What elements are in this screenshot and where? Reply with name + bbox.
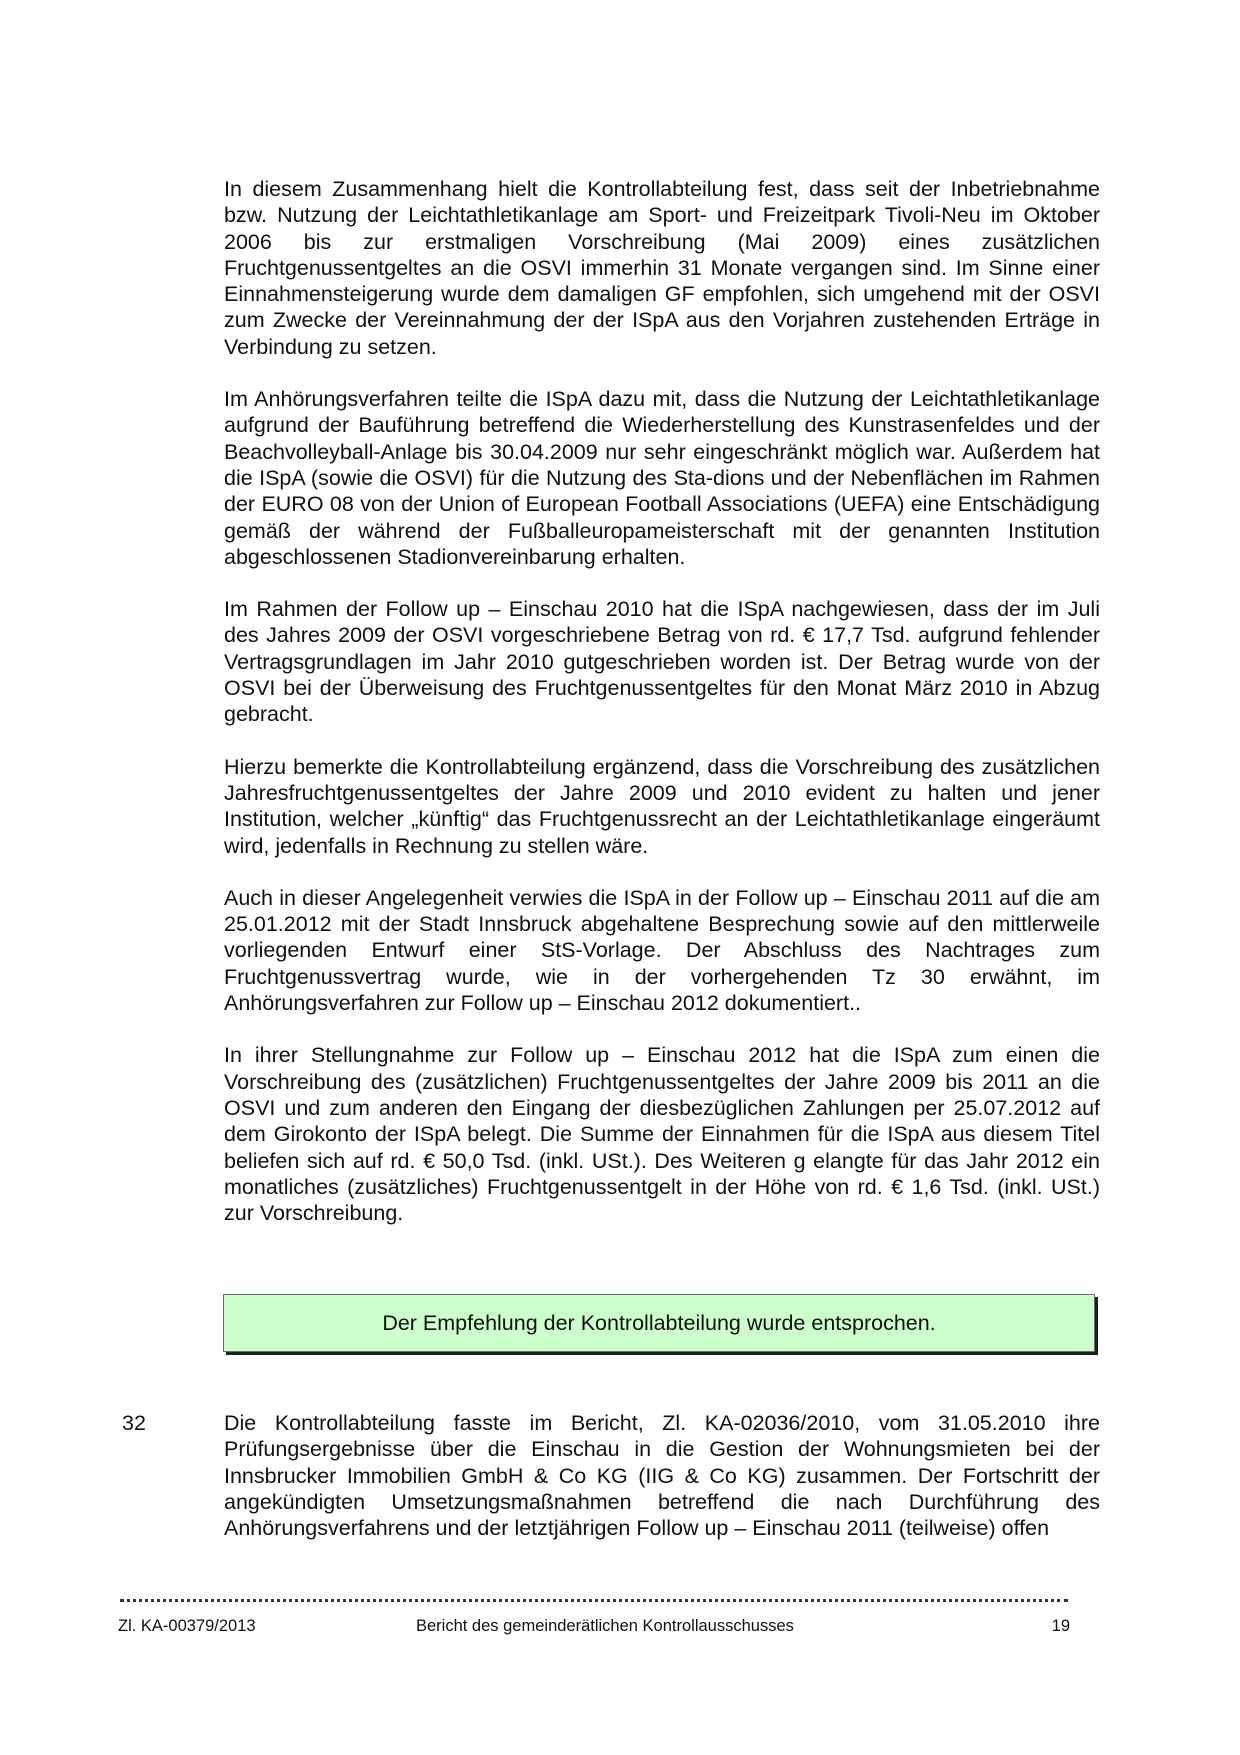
footer-title: Bericht des gemeinderätlichen Kontrollausschusses	[416, 1617, 794, 1635]
paragraph-6: In ihrer Stellungnahme zur Follow up – Einschau 2012 hat die ISpA zum einen die Vorschreibung des (zusätzlichen) Fruchtgenussentgeltes der Jahre 2009 bis 2011 an die OSVI und zum anderen den Eingang der diesbezüglichen Zahlungen per 25.07.2012 auf dem Girokonto der ISpA belegt. Die Summe der Einnahmen für die ISpA aus diesem Titel beliefen sich auf rd. € 50,0 Tsd. (inkl. USt.). Des Weiteren g elangte für das Jahr 2012 ein monatliches (zusätzliches) Fruchtgenussentgelt in der Höhe von rd. € 1,6 Tsd. (inkl. USt.) zur Vorschreibung.	[224, 1043, 1100, 1226]
footer-page-number: 19	[1051, 1617, 1070, 1635]
paragraph-5: Auch in dieser Angelegenheit verwies die ISpA in der Follow up – Einschau 2011 auf die am 25.01.2012 mit der Stadt Innsbruck abgehaltene Besprechung sowie auf den mittlerweile vorliegenden Entwurf einer StS-Vorlage. Der Abschluss des Nachtrages zum Fruchtgenussvertrag wurde, wie in der vorhergehenden Tz 30 erwähnt, im Anhörungsverfahren zur Follow up – Einschau 2012 dokumentiert..	[224, 885, 1100, 1016]
item-text: Die Kontrollabteilung fasste im Bericht, Zl. KA-02036/2010, vom 31.05.2010 ihre Prüfungsergebnisse über die Einschau in die Gestion der Wohnungsmieten bei der Innsbrucker Immobilien GmbH & Co KG (IIG & Co KG) zusammen. Der Fortschritt der angekündigten Umsetzungsmaßnahmen betreffend die nach Durchführung des Anhörungsverfahrens und der letztjährigen Follow up – Einschau 2011 (teilweise) offen	[224, 1411, 1100, 1541]
paragraph-3: Im Rahmen der Follow up – Einschau 2010 hat die ISpA nachgewiesen, dass der im Juli des Jahres 2009 der OSVI vorgeschriebene Betrag von rd. € 17,7 Tsd. aufgrund fehlender Vertragsgrundlagen im Jahr 2010 gutgeschrieben worden ist. Der Betrag wurde von der OSVI bei der Überweisung des Fruchtgenussentgeltes für den Monat März 2010 in Abzug gebracht.	[224, 597, 1100, 727]
callout-text: Der Empfehlung der Kontrollabteilung wurde entsprochen.	[382, 1310, 936, 1335]
paragraph-4: Hierzu bemerkte die Kontrollabteilung ergänzend, dass die Vorschreibung des zusätzlichen Jahresfruchtgenussentgeltes der Jahre 2009 und 2010 evident zu halten und jener Institution, welcher „künftig“ das Fruchtgenussrecht an der Leichtathletikanlage eingeräumt wird, jedenfalls in Rechnung zu stellen wäre.	[224, 754, 1100, 858]
paragraph-1: In diesem Zusammenhang hielt die Kontrollabteilung fest, dass seit der Inbetriebnahme bzw. Nutzung der Leichtathletikanlage am Sport- und Freizeitpark Tivoli-Neu im Oktober 2006 bis zur erstmaligen Vorschreibung (Mai 2009) eines zusätzlichen Fruchtgenussentgeltes an die OSVI immerhin 31 Monate vergangen sind. Im Sinne einer Einnahmensteigerung wurde dem damaligen GF empfohlen, sich umgehend mit der OSVI zum Zwecke der Vereinnahmung der der ISpA aus den Vorjahren zustehenden Erträge in Verbindung zu setzen.	[224, 177, 1100, 359]
paragraph-2: Im Anhörungsverfahren teilte die ISpA dazu mit, dass die Nutzung der Leichtathletikanlage aufgrund der Bauführung betreffend die Wiederherstellung des Kunstrasenfeldes und der Beachvolleyball-Anlage bis 30.04.2009 nur sehr eingeschränkt möglich war. Außerdem hat die ISpA (sowie die OSVI) für die Nutzung des Sta-dions und der Nebenflächen im Rahmen der EURO 08 von der Union of European Football Associations (UEFA) eine Entschädigung gemäß der während der Fußballeuropameisterschaft mit der genannten Institution abgeschlossenen Stadionvereinbarung erhalten.	[224, 387, 1100, 569]
footer-dotted-rule	[120, 1593, 1068, 1602]
footer-reference: Zl. KA-00379/2013	[118, 1617, 256, 1635]
body-text	[224, 176, 1100, 1252]
item-number: 32	[122, 1411, 146, 1435]
recommendation-callout-box	[223, 1294, 1095, 1352]
